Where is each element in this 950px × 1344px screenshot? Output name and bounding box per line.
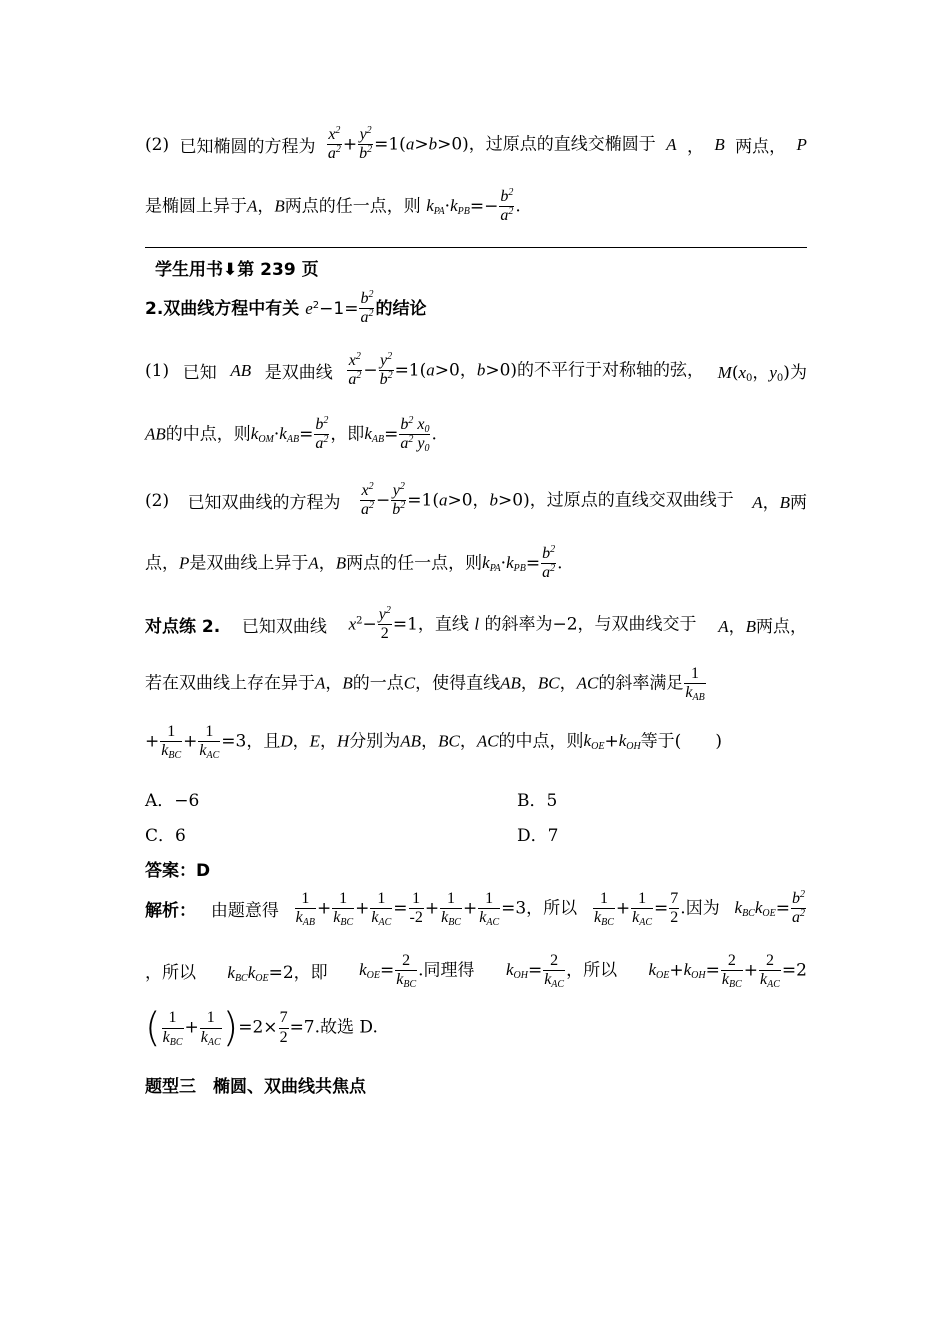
section-heading-3: 题型三 椭圆、双曲线共焦点 — [145, 1077, 366, 1097]
solution-line-3: ( $\frac{1}{k_{BC}}$ + $\frac{1}{k_{AC}}$ )=2× $\frac{7}{2}$ =7.故选 D. — [145, 1005, 378, 1051]
solution-line-2: ，所以 $k_{BC}k_{OE}=2$，即 $k_{OE}=$ $\frac{2}{k_{BC}}$ .同理得 $k_{OH}=$ $\frac{2}{k_{AC}}$ ，所以 $k_{OE}+k_{OH}=$ $\frac{2}{k_{BC}}$ + $\frac{2}{k_{AC}}$ =2 — [145, 952, 807, 991]
exercise-line-1: 对点练 2. 已知双曲线 $x^2-$ $\frac{y^2}{2}$ =1，直线 l 的斜率为−2，与双曲线交于 A，B两点， — [145, 605, 807, 643]
hyperbola-part2-line-2: 点，P是双曲线上异于A，B两点的任一点，则$k_{PA}\cdot k_{PB}=$ $\frac{b^2}{a^2}$ . — [145, 544, 563, 582]
ellipse-equation: $\frac{x^2}{a^2}$ + $\frac{y^2}{b^2}$ =1(a>b>0)，过原点的直线交椭圆于 — [327, 125, 656, 163]
option-a[interactable]: A．−6 — [145, 791, 200, 811]
ellipse-conclusion-line-2: 是椭圆上异于A，B两点的任一点，则 $k_{PA}\cdot k_{PB}=-$ $\frac{b^2}{a^2}$ . — [145, 187, 521, 225]
answer-line: 答案：D — [145, 861, 211, 881]
hyperbola-part2-line-1: (2) 已知双曲线的方程为 $\frac{x^2}{a^2}$ − $\frac{y^2}{b^2}$ =1(a>0，b>0)，过原点的直线交双曲线于 A，B两 — [145, 481, 807, 519]
option-c[interactable]: C．6 — [145, 826, 186, 846]
hyperbola-part1-line-1: (1) 已知 AB 是双曲线 $\frac{x^2}{a^2}$ − $\frac{y^2}{b^2}$ =1(a>0，b>0)的不平行于对称轴的弦， $M(x_0$，$y_0$)为 — [145, 351, 807, 389]
option-b[interactable]: B．5 — [517, 791, 558, 811]
hyperbola-part1-line-2: AB的中点，则$k_{OM}\cdot k_{AB}=$ $\frac{b^2}{a^2}$ ，即$k_{AB}=$ $\frac{b^2 x_0}{a^2 y_0}$ . — [145, 415, 437, 455]
section-heading-hyperbola: 2.双曲线方程中有关 $e^2-1=$ $\frac{b^2}{a^2}$ 的结论 — [145, 289, 427, 327]
exercise-line-2: 若在双曲线上存在异于A，B的一点C，使得直线AB，BC，AC的斜率满足 $\frac{1}{k_{AB}}$ — [145, 665, 705, 704]
ellipse-conclusion-line-1: (2) 已知椭圆的方程为 $\frac{x^2}{a^2}$ + $\frac{y^2}{b^2}$ =1(a>b>0)，过原点的直线交椭圆于 A ， B 两点， P — [145, 125, 807, 163]
exercise-line-3: + $\frac{1}{k_{BC}}$ + $\frac{1}{k_{AC}}$ =3，且D，E，H分别为AB，BC，AC的中点，则$k_{OE}+k_{OH}$等于( ) — [145, 723, 722, 762]
divider-rule — [145, 247, 807, 248]
book-page-label: 学生用书⬇第 239 页 — [155, 260, 319, 280]
solution-line-1: 解析： 由题意得 $\frac{1}{k_{AB}}$ + $\frac{1}{k_{BC}}$ + $\frac{1}{k_{AC}}$ = $\frac{1}{-2}$ + $\frac{1}{k_{BC}}$ + $\frac{1}{k_{AC}}$ =3，所以 $\frac{1}{k_{BC}}$ + $\frac{1}{k_{AC}}$ = $\frac{7}{2}$ .因为 $k_{BC}k_{OE}=$ $\frac{b^2}{a^2}$ — [145, 889, 805, 929]
option-d[interactable]: D．7 — [517, 826, 559, 846]
